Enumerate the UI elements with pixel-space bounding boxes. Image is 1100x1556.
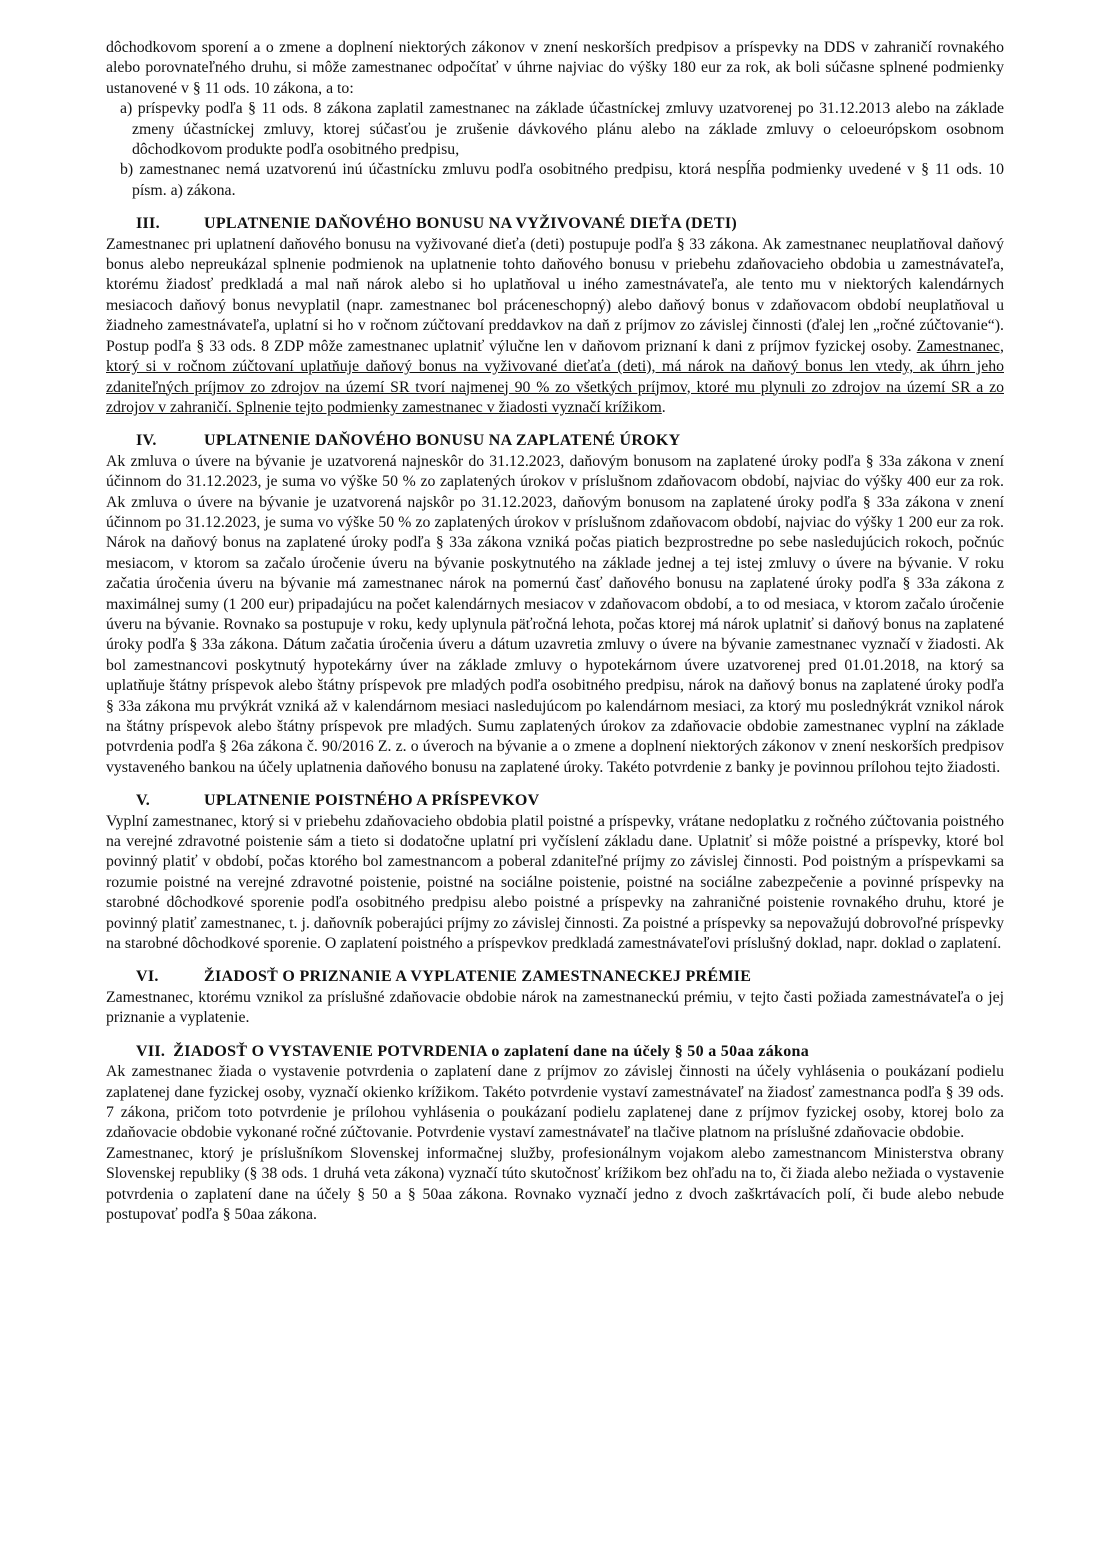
- section-3-heading: [136, 214, 1004, 234]
- intro-item-a: a) príspevky podľa § 11 ods. 8 zákona zaplatil zamestnanec na základe účastníckej zmluvy uzatvorenej po 31.12.2013 alebo na základe zmeny účastníckej zmluvy, ktorej súčasťou je zrušenie dávkového plánu alebo na základe zmluvy o celoeurópskom osobnom dôchodkovom produkte podľa osobitného predpisu,: [120, 100, 1004, 159]
- section-6-text: Zamestnanec, ktorému vznikol za príslušné zdaňovacie obdobie nárok na zamestnaneckú prémiu, v tejto časti požiada zamestnávateľa o jej priznanie a vyplatenie.: [106, 988, 1004, 1027]
- section-3-text: [106, 235, 1004, 419]
- section-4-text: Ak zmluva o úvere na bývanie je uzatvorená najneskôr do 31.12.2023, daňovým bonusom na zaplatené úroky podľa § 33a zákona v znení účinnom do 31.12.2023, je suma vo výške 50 % zo zaplatených úrokov v príslušnom zdaňovacom období, najviac do výšky 400 eur za rok. Ak zmluva o úvere na bývanie je uzatvorená najskôr po 31.12.2023, daňovým bonusom na zaplatené úroky podľa § 33a zákona v znení účinnom po 31.12.2023, je suma vo výške 50 % zo zaplatených úrokov v príslušnom zdaňovacom období, najviac do výšky 1 200 eur za rok. Nárok na daňový bonus na zaplatené úroky podľa § 33a zákona vzniká počas piatich bezprostredne po sebe nasledujúcich rokoch, počnúc mesiacom, v ktorom sa začalo úročenie úveru na bývanie poskytnutého na základe jednej a tej istej zmluvy o úvere na bývanie. V roku začatia úročenia úveru na bývanie má zamestnanec nárok na pomernú časť daňového bonusu na zaplatené úroky podľa § 33a zákona z maximálnej sumy (1 200 eur) pripadajúcu na počet kalendárnych mesiacov v zdaňovacom období, a to od mesiaca, v ktorom začalo úročenie úveru na bývanie. Rovnako sa postupuje v roku, kedy uplynula päťročná lehota, počas ktorej má nárok uplatniť si daňový bonus na zaplatené úroky podľa § 33a zákona. Dátum začatia úročenia úveru a dátum uzavretia zmluvy o úvere na bývanie zamestnanec vyznačí v žiadosti. Ak bol zamestnancovi poskytnutý hypotekárny úver na základe zmluvy o hypotekárnom úvere uzatvorenej pred 01.01.2018, na ktorý sa uplatňuje štátny príspevok alebo štátny príspevok pre mladých podľa osobitného predpisu, nárok na daňový bonus na zaplatené úroky podľa § 33a zákona mu prvýkrát vzniká až v kalendárnom mesiaci nasledujúcom po kalendárnom mesiaci, za ktorý mu poslednýkrát vznikol nárok na štátny príspevok alebo štátny príspevok pre mladých. Sumu zaplatených úrokov za zdaňovacie obdobie zamestnanec vyplní na základe potvrdenia podľa § 26a zákona č. 90/2016 Z. z. o úveroch na bývanie a o zmene a doplnení niektorých zákonov v znení neskorších predpisov vystaveného bankou na účely uplatnenia daňového bonusu na zaplatené úroky. Takéto potvrdenie z banky je povinnou prílohou tejto žiadosti.: [106, 452, 1004, 776]
- section-3-title: UPLATNENIE DAŇOVÉHO BONUSU NA VYŽIVOVANÉ DIEŤA (DETI): [204, 215, 738, 233]
- section-7-heading: [136, 1042, 1004, 1062]
- section-7-text-2: Zamestnanec, ktorý je príslušníkom Slovenskej informačnej služby, profesionálnym vojakom alebo zamestnancom Ministerstva obrany Slovenskej republiky (§ 38 ods. 1 druhá veta zákona) vyznačí túto skutočnosť krížikom bez ohľadu na to, či žiada alebo nežiada o vystavenie potvrdenia o zaplatení dane na účely § 50 a § 50aa zákona. Rovnako vyznačí jedno z dvoch zaškrtávacích polí, či bude alebo nebude postupovať podľa § 50aa zákona.: [106, 1144, 1004, 1223]
- section-4-title: UPLATNENIE DAŇOVÉHO BONUSU NA ZAPLATENÉ ÚROKY: [204, 432, 681, 450]
- section-3-underlined-text: Zamestnanec, ktorý si v ročnom zúčtovaní uplatňuje daňový bonus na vyživované dieťaťa (deti), má nárok na daňový bonus len vtedy, ak úhrn jeho zdaniteľných príjmov zo zdrojov na území SR tvorí najmenej 90 % zo všetkých príjmov, ktoré mu plynuli zo zdrojov na území SR a zo zdrojov v zahraničí. Splnenie tejto podmienky zamestnanec v žiadosti vyznačí krížikom: [106, 337, 1004, 416]
- section-5-number: V.: [136, 792, 151, 810]
- section-6-number: VI.: [136, 968, 159, 986]
- section-6-heading: [136, 967, 1004, 987]
- section-3-text-main: Zamestnanec pri uplatnení daňového bonusu na vyživované dieťa (deti) postupuje podľa § 33 zákona. Ak zamestnanec neuplatňoval daňový bonus alebo nepreukázal splnenie podmienok na uplatnenie tohto daňového bonusu v priebehu zdaňovacieho obdobia u zamestnávateľa, ktorému žiadosť predkladá a mal naň nárok alebo si ho uplatňoval u iného zamestnávateľa, ale tento mu v niektorých kalendárnych mesiacoch daňový bonus nevyplatil (napr. zamestnanec bol práceneschopný) alebo daňový bonus v zdaňovacom období neuplatňoval u žiadneho zamestnávateľa, uplatní si ho v ročnom zúčtovaní preddavkov na daň z príjmov zo závislej činnosti (ďalej len „ročné zúčtovanie“). Postup podľa § 33 ods. 8 ZDP môže zamestnanec uplatniť výlučne len v daňovom priznaní k dani z príjmov fyzickej osoby.: [106, 235, 1004, 355]
- section-5-text: Vyplní zamestnanec, ktorý si v priebehu zdaňovacieho obdobia platil poistné a príspevky, vrátane nedoplatku z ročného zúčtovania poistného na verejné zdravotné poistenie sám a tieto si dodatočne uplatní pri vyčíslení základu dane. Uplatniť si môže poistné a príspevky, ktoré bol povinný platiť v období, počas ktorého bol zamestnancom a poberal zdaniteľné príjmy zo závislej činnosti. Pod poistným a príspevkami sa rozumie poistné na verejné zdravotné poistenie, poistné na sociálne poistenie, poistné na sociálne zabezpečenie a povinné príspevky na starobné dôchodkové sporenie podľa osobitného predpisu alebo poistné a príspevky na zahraničné poistenie rovnakého druhu, ktoré je povinný platiť zamestnanec, t. j. daňovník poberajúci príjmy zo závislej činnosti. Za poistné a príspevky sa nepovažujú dobrovoľné príspevky na starobné dôchodkové sporenie. O zaplatení poistného a príspevkov predkladá zamestnávateľovi príslušný doklad, napr. doklad o zaplatení.: [106, 812, 1004, 953]
- section-4-number: IV.: [136, 432, 157, 450]
- section-7-title: ŽIADOSŤ O VYSTAVENIE POTVRDENIA o zaplatení dane na účely § 50 a 50aa zákona: [173, 1042, 810, 1060]
- section-5-heading: [136, 791, 1004, 811]
- intro-item-b: b) zamestnanec nemá uzatvorenú inú účastnícku zmluvu podľa osobitného predpisu, ktorá nespĺňa podmienky uvedené v § 11 ods. 10 písm. a) zákona.: [120, 161, 1004, 199]
- section-5-title: UPLATNENIE POISTNÉHO A PRÍSPEVKOV: [204, 792, 540, 810]
- section-6-title: ŽIADOSŤ O PRIZNANIE A VYPLATENIE ZAMESTNANECKEJ PRÉMIE: [204, 968, 752, 986]
- section-4-heading: [136, 431, 1004, 451]
- intro-paragraph: dôchodkovom sporení a o zmene a doplnení niektorých zákonov v znení neskorších predpisov a príspevky na DDS v zahraničí rovnakého alebo porovnateľného druhu, si môže zamestnanec odpočítať v úhrne najviac do výšky 180 eur za rok, ak boli súčasne splnené podmienky ustanovené v § 11 ods. 10 zákona, a to:: [106, 39, 1004, 97]
- section-3-number: III.: [136, 215, 160, 233]
- section-7-text-1: Ak zamestnanec žiada o vystavenie potvrdenia o zaplatení dane z príjmov zo závislej činnosti na účely vyhlásenia o poukázaní podielu zaplatenej dane fyzickej osoby, vyznačí okienko krížikom. Takéto potvrdenie vystaví zamestnávateľ na žiadosť zamestnanca podľa § 39 ods. 7 zákona, pričom toto potvrdenie je prílohou vyhlásenia o poukázaní podielu zaplatenej dane z príjmov fyzickej osoby, ktorej bolo za zdaňovacie obdobie vykonané ročné zúčtovanie. Potvrdenie vystaví zamestnávateľ na tlačive platnom na príslušné zdaňovacie obdobie.: [106, 1063, 1004, 1142]
- section-3-text-end: .: [661, 398, 666, 416]
- section-7-number: VII.: [136, 1042, 166, 1060]
